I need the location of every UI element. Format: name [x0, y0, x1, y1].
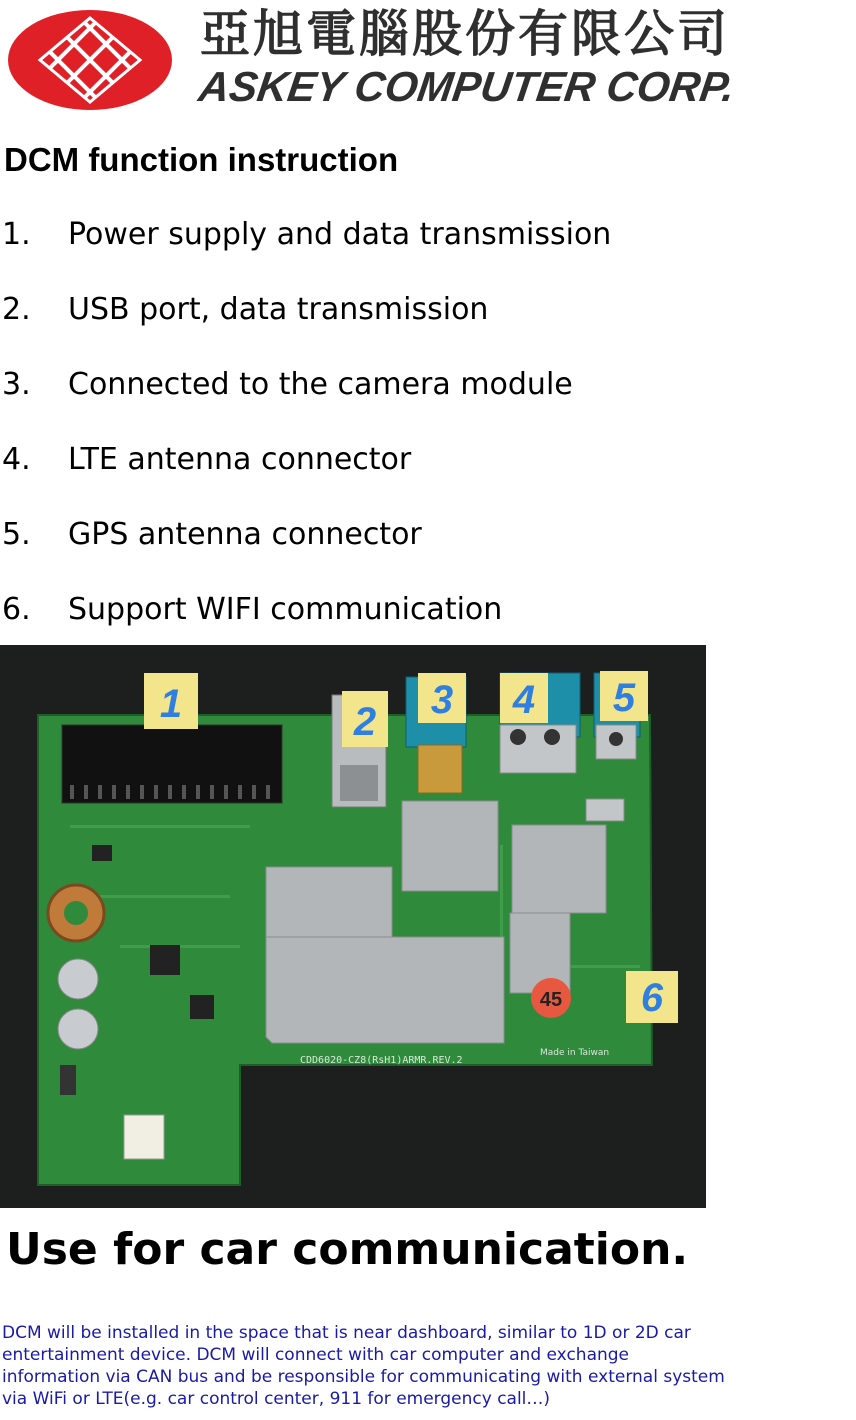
list-item	[0, 437, 856, 512]
list-item	[0, 287, 856, 362]
callout-4	[500, 673, 548, 723]
list-item-number: 6.	[2, 592, 31, 627]
callout-3	[418, 673, 466, 723]
svg-text:2: 2	[353, 700, 377, 744]
svg-text:6: 6	[640, 976, 664, 1020]
list-item	[0, 362, 856, 437]
made-in-label: Made in Taiwan	[540, 1048, 610, 1058]
rf-shield-main	[266, 867, 392, 937]
list-item-number: 2.	[2, 292, 31, 327]
capacitor	[58, 959, 98, 999]
askey-logo-icon	[6, 8, 174, 112]
list-item-text: LTE antenna connector	[68, 442, 412, 477]
svg-text:3: 3	[430, 678, 454, 722]
company-name-english: ASKEY COMPUTER CORP.	[196, 63, 738, 110]
list-item-number: 5.	[2, 517, 31, 552]
list-item-text: Support WIFI communication	[68, 592, 503, 627]
company-header	[0, 0, 856, 118]
capacitor	[58, 1009, 98, 1049]
callout-5	[600, 671, 648, 721]
list-item-text: USB port, data transmission	[68, 292, 489, 327]
list-item-number: 1.	[2, 217, 31, 252]
description-line: information via CAN bus and be responsible for communicating with external system	[2, 1367, 725, 1387]
company-name-chinese: 亞旭電腦股份有限公司	[200, 5, 730, 63]
rf-shield-right	[512, 825, 606, 913]
document-title: DCM function instruction	[4, 141, 399, 178]
description-line: DCM will be installed in the space that is near dashboard, similar to 1D or 2D car	[2, 1323, 691, 1343]
svg-text:5: 5	[612, 676, 636, 720]
description-line: entertainment device. DCM will connect with car computer and exchange	[2, 1345, 630, 1365]
svg-text:1: 1	[159, 682, 183, 726]
sticker-text: 45	[539, 989, 563, 1011]
callout-6	[626, 971, 678, 1023]
description-line: via WiFi or LTE(e.g. car control center, 911 for emergency call…)	[2, 1389, 551, 1409]
description-paragraph	[2, 1322, 856, 1410]
list-item-number: 3.	[2, 367, 31, 402]
list-item-text: Power supply and data transmission	[68, 217, 612, 252]
battery-connector	[124, 1115, 164, 1159]
section-heading: Use for car communication.	[6, 1224, 689, 1275]
rf-shield-small	[402, 801, 498, 891]
dcm-board-photo	[0, 645, 706, 1208]
list-item	[0, 512, 856, 587]
board-label: CDD6020-CZ8(RsH1)ARMR.REV.2	[300, 1055, 463, 1066]
list-item-text: GPS antenna connector	[68, 517, 422, 552]
list-item-text: Connected to the camera module	[68, 367, 573, 402]
list-item	[0, 212, 856, 287]
callout-2	[342, 691, 388, 747]
function-list	[0, 212, 856, 662]
callout-1	[144, 673, 198, 729]
list-item-number: 4.	[2, 442, 31, 477]
svg-text:4: 4	[512, 678, 536, 722]
